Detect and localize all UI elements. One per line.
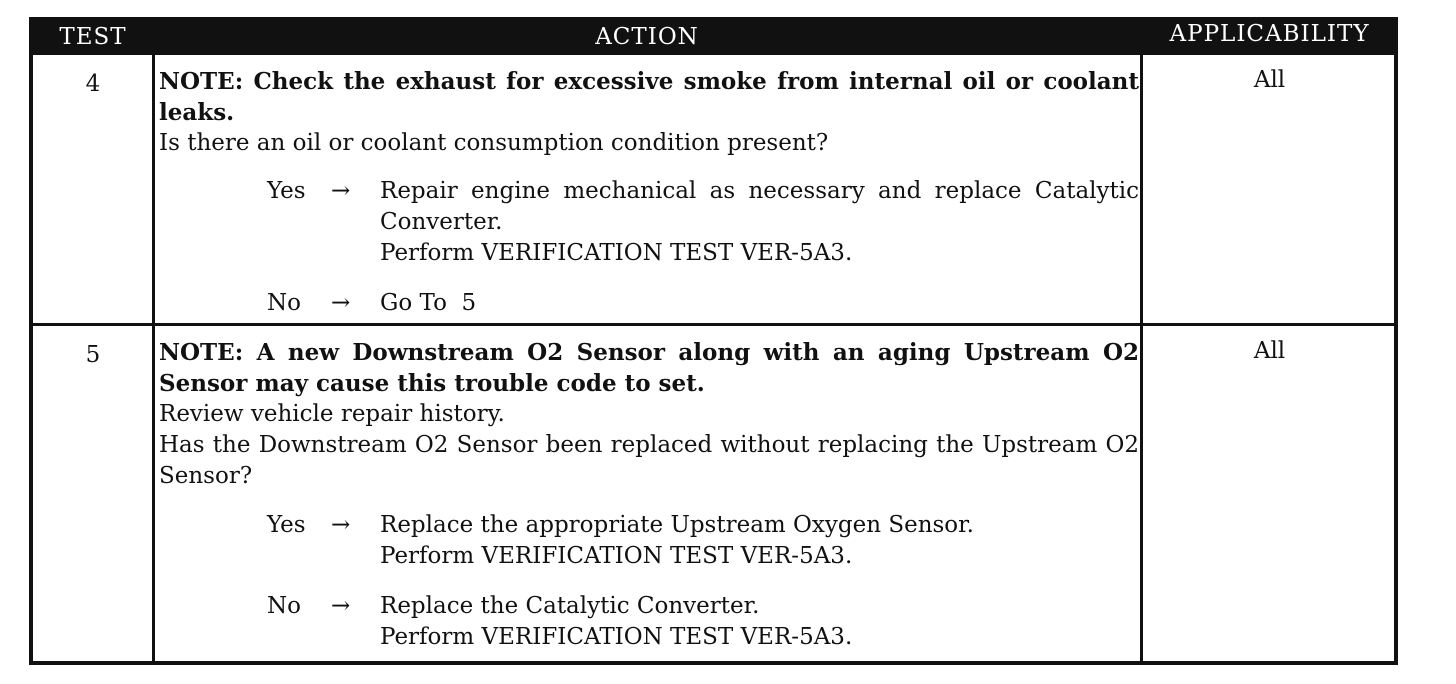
action-cell-4 — [159, 66, 1139, 319]
answer-line: Replace the Catalytic Converter. — [380, 593, 760, 619]
header-action: ACTION — [595, 24, 699, 50]
note-4: NOTE: Check the exhaust for excessive smoke from internal oil or coolant leaks. — [159, 68, 1139, 126]
header-applicability: APPLICABILITY — [1169, 21, 1370, 47]
test-number-5: 5 — [85, 342, 101, 368]
answer-line: Repair engine mechanical as necessary and replace Catalytic Converter. — [380, 178, 1139, 235]
answer-line: Go To 5 — [380, 290, 477, 316]
answer-line: Replace the appropriate Upstream Oxygen Sensor. — [380, 512, 974, 538]
answer-line: Perform VERIFICATION TEST VER-5A3. — [380, 543, 853, 569]
applicability-5: All — [1253, 338, 1286, 364]
question-5: Has the Downstream O2 Sensor been replaced without replacing the Upstream O2 Sensor? — [159, 432, 1139, 489]
answer-no-4 — [267, 288, 1139, 319]
yes-label: Yes — [267, 512, 306, 538]
instruction-5: Review vehicle repair history. — [159, 401, 505, 427]
row-divider — [33, 323, 1394, 326]
no-label: No — [267, 290, 301, 316]
note-5: NOTE: A new Downstream O2 Sensor along with an aging Upstream O2 Sensor may cause this trouble code to set. — [159, 339, 1139, 397]
answer-line: Perform VERIFICATION TEST VER-5A3. — [380, 624, 853, 650]
question-4: Is there an oil or coolant consumption condition present? — [159, 130, 829, 156]
arrow-icon: → — [331, 290, 351, 316]
header-test: TEST — [59, 24, 127, 50]
answer-yes-4 — [267, 176, 1139, 269]
answer-no-5 — [267, 591, 1139, 653]
arrow-icon: → — [331, 178, 351, 204]
no-label: No — [267, 593, 301, 619]
arrow-icon: → — [331, 512, 351, 538]
arrow-icon: → — [331, 593, 351, 619]
test-number-4: 4 — [85, 71, 101, 97]
action-cell-5 — [159, 337, 1139, 653]
diagnostic-table — [29, 17, 1398, 665]
answer-yes-5 — [267, 510, 1139, 572]
applicability-4: All — [1253, 67, 1286, 93]
answer-line: Perform VERIFICATION TEST VER-5A3. — [380, 240, 853, 266]
table-header — [33, 17, 1394, 55]
yes-label: Yes — [267, 178, 306, 204]
